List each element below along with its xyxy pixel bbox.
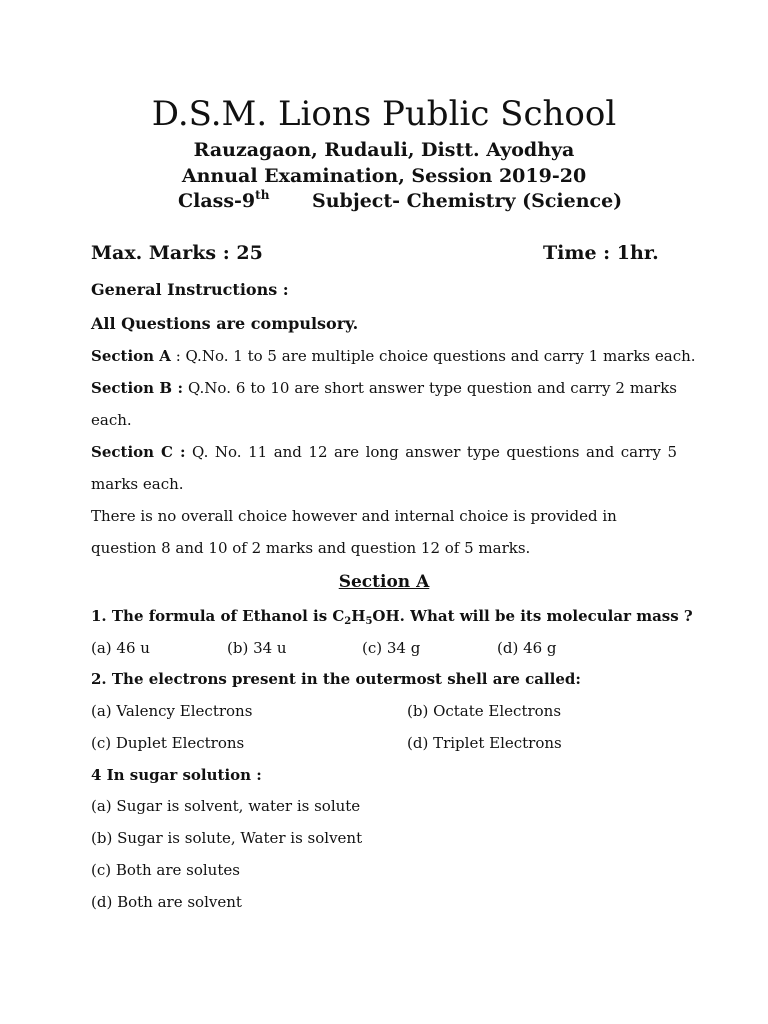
q1-text-suffix: OH. What will be its molecular mass ?	[372, 607, 693, 625]
school-address: Rauzagaon, Rudauli, Distt. Ayodhya	[193, 139, 575, 161]
class-label	[178, 188, 269, 214]
q2-option-c: (c) Duplet Electrons	[91, 734, 245, 752]
q1-option-b: (b) 34 u	[227, 639, 287, 657]
subject-label: Subject- Chemistry (Science)	[312, 190, 623, 212]
q4-option-d: (d) Both are solvent	[91, 893, 242, 911]
q4-option-a: (a) Sugar is solvent, water is solute	[91, 797, 361, 815]
question-1	[91, 605, 693, 627]
section-c-text: Q. No. 11 and 12 are long answer type questions and carry 5 marks each.	[91, 443, 677, 493]
q1-hydrogen: H	[351, 607, 366, 625]
q4-option-c: (c) Both are solutes	[91, 861, 240, 879]
q1-option-c: (c) 34 g	[362, 639, 421, 657]
q2-option-a: (a) Valency Electrons	[91, 702, 253, 720]
q2-option-b: (b) Octate Electrons	[407, 702, 562, 720]
section-a-label: Section A	[91, 347, 171, 365]
q1-text-prefix: 1. The formula of Ethanol is C	[91, 607, 345, 625]
class-superscript: th	[255, 188, 270, 202]
q1-option-d: (d) 46 g	[497, 639, 557, 657]
instruction-section-a	[91, 345, 696, 367]
school-name: D.S.M. Lions Public School	[151, 94, 617, 134]
time-allowed: Time : 1hr.	[543, 242, 659, 264]
instruction-section-c	[91, 436, 677, 500]
q1-subscript-hydrogen: 5	[365, 616, 373, 627]
instructions-heading: General Instructions :	[91, 280, 289, 299]
instruction-choice-note: There is no overall choice however and internal choice is provided in question 8 and 10 of 2 marks and question 12 of 5 marks.	[91, 507, 617, 557]
q2-option-d: (d) Triplet Electrons	[407, 734, 562, 752]
section-a-text: : Q.No. 1 to 5 are multiple choice questions and carry 1 marks each.	[170, 347, 696, 365]
section-b-text: Q.No. 6 to 10 are short answer type question and carry 2 marks each.	[91, 379, 677, 429]
exam-title: Annual Examination, Session 2019-20	[181, 165, 587, 187]
section-c-label: Section C :	[91, 443, 186, 461]
q1-subscript-carbon: 2	[344, 616, 352, 627]
question-4: 4 In sugar solution :	[91, 766, 262, 784]
max-marks: Max. Marks : 25	[91, 242, 263, 264]
instruction-section-b	[91, 372, 677, 436]
section-a-title: Section A	[338, 572, 430, 592]
question-2: 2. The electrons present in the outermost shell are called:	[91, 670, 581, 688]
section-b-label: Section B :	[91, 379, 184, 397]
class-prefix: Class-9	[178, 190, 256, 212]
q4-option-b: (b) Sugar is solute, Water is solvent	[91, 829, 363, 847]
q1-option-a: (a) 46 u	[91, 639, 150, 657]
instructions-compulsory: All Questions are compulsory.	[91, 314, 359, 333]
